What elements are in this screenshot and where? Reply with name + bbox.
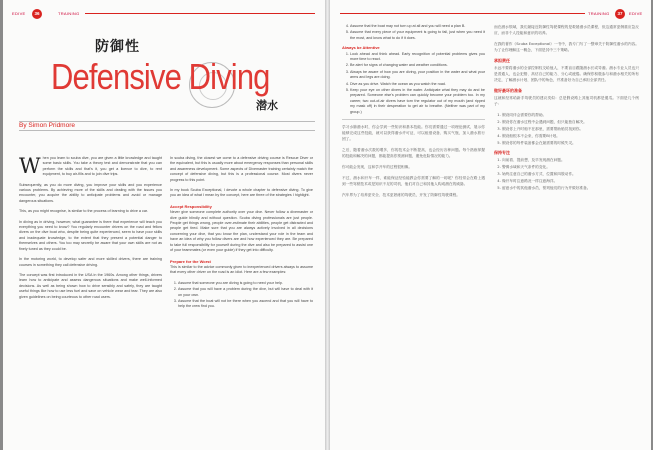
body-paragraph: The concept was first introduced in the USA in the 1960s. Among other things, drivers learn how to anticipate and assess dangerous situations and make well-informed decisions. As well as being shown how to drive sensibly and safely, they are taught useful things like how to use less fuel and save on vehicle wear and tear. They are also given guidelines on being courteous to other road users. xyxy=(19,272,162,299)
section-heading: 承担责任 xyxy=(494,58,510,63)
body-paragraph: Never give someone complete authority over your dive. Never follow a divemaster or dive guide blindly and without question. Scuba diving professionals are just people. People get things wrong, people over-estimate their abilities, people get distracted and people get tired. Make sure that you are always actively involved in all decisions concerning your dive, that you know the plan, understand your role in the team and have an idea of why you follow divers are and how experienced they are. Be prepared to take full responsibility for yourself during the dive and also be prepared to assist one of your teammates (or even your guide) if they get into difficulty. xyxy=(170,210,313,253)
article-title: Defensive Diving xyxy=(51,56,270,97)
list-item: 1. 假设同伴会需要你的帮助。 xyxy=(502,112,639,118)
left-column-1 xyxy=(19,156,162,305)
numbered-list xyxy=(342,52,485,115)
page-number: 37 xyxy=(615,9,625,19)
section-heading: Accept Responsibility xyxy=(170,203,212,209)
list-item: 3. Always be aware of how you are diving, your position in the water and what your arms and legs are doing. xyxy=(350,70,485,81)
header-rule xyxy=(340,13,585,14)
list-item: 2. Be alert for signs of changing water and weather conditions. xyxy=(350,63,485,68)
brand-label: EDIVE xyxy=(629,11,643,16)
right-column-2 xyxy=(494,24,639,195)
list-item: 3. 始终注意自己的潜水方式、位置和四肢动作。 xyxy=(502,171,639,177)
numbered-list xyxy=(342,24,485,41)
list-item: 5. Keep your eye on other divers in the water. Anticipate what they may do and be prepared. Someone else's problem can quickly become your problem too. In my career, two out-of-air divers have torn the regulator out of my mouth (and ripped my mask off) in their desperation to get air to breathe. (Neither was part of my group.) xyxy=(350,88,485,115)
right-column-1 xyxy=(342,24,485,203)
chinese-subtitle: 潜水 xyxy=(256,99,278,112)
chinese-text-block xyxy=(342,124,485,198)
list-item: 3. 假设你上升时船不在那里，需要帮助船员找到你。 xyxy=(502,126,639,132)
brand-label: EDIVE xyxy=(12,11,26,16)
list-item: 4. Dive as you drive. Watch the ocean as you watch the road. xyxy=(350,82,485,87)
list-item: 2. Assume that you will have a problem during the dive, but will have to deal with it on your own. xyxy=(178,287,313,298)
list-item: 2. 假设你在潜水过程中会遇到问题，但只能独自解决。 xyxy=(502,119,639,125)
body-paragraph: Subsequently, as you do more diving, you improve your skills and you experience various problems. By achieving more of the skills and dealing with the issues you encounter, you acquire the ability to anticipate problems and avoid or manage dangerous situations. xyxy=(19,182,162,203)
header-rule xyxy=(85,13,315,14)
drop-cap: W xyxy=(19,154,41,178)
list-item: 1. 向前看、提前想，及早发现潜在问题。 xyxy=(502,157,639,163)
body-paragraph: This, as you might recognise, is similar to the process of learning to drive a car. xyxy=(19,209,148,214)
list-item: 1. Look ahead and think ahead. Early recognition of potential problems gives you more time to react. xyxy=(350,52,485,63)
numbered-list xyxy=(494,112,639,146)
body-paragraph: In the motoring world, to develop safer and more skilled drivers, there are training courses in something they call defensive driving. xyxy=(19,257,162,267)
body-paragraph: 不过，潜水和开车一样，谁能保证经验能教会你需要了解的一切呢？你经常会在路上遇到一些驾驶技术或是知识不足的司机，他们对自己和其他人构成潜在的威胁。 xyxy=(342,176,485,187)
section-label: TRAINING xyxy=(588,11,610,16)
section-heading: Always be Attentive xyxy=(342,45,380,51)
body-paragraph: 你可能会发现，这和学开车的过程很相像。 xyxy=(342,165,413,170)
section-label: TRAINING xyxy=(58,11,80,16)
list-item: 2. 警惕水域和天气条件的变化。 xyxy=(502,164,639,170)
list-item: 5. 假设你的每件装备都会在最需要的时候失灵。 xyxy=(502,140,639,146)
body-paragraph: 这就和经常给新手驾驶员的建议类似：总是假设路上其他司机都是傻瓜。下面是几个例子： xyxy=(494,96,639,106)
body-paragraph: 汽车界为了培养更安全、技术更熟练的驾驶员，开发了防御性驾驶课程。 xyxy=(342,193,460,198)
body-paragraph: 而在潜水领域，我们最接近防御性驾驶课程的是救援潜水员课程，但这通常更侧重应急反应，而非个人技能和意识的培养。 xyxy=(494,25,639,35)
left-column-2 xyxy=(170,156,313,314)
list-item: 4. 假设船根本不会来，你需要B计划。 xyxy=(502,133,639,139)
section-heading: 保持专注 xyxy=(494,150,510,155)
byline: By Simon Pridmore xyxy=(19,122,75,129)
list-item: 1. Assume that someone you are diving is going to need your help. xyxy=(178,281,313,286)
body-paragraph: In scuba diving, the closest we come to a defensive driving course is Rescue Diver or the equivalent, but this is usually more about emergency responses than personal skills and awareness development. Some aspects of Divemaster training certainly match the concept of defensive diving, but this is a professional course. Most divers never progress to this point. xyxy=(170,156,313,182)
body-paragraph: 永远不要将潜水的全部控制权交给他人，不要盲目跟随潜水长或导潜。潜水专业人员也只是普通人，也会犯错、高估自己的能力、分心或疲倦。确保你积极参与和潜水相关的所有决定，了解潜水计划、团队中的角色，并准备好为自己承担全部责任。 xyxy=(494,66,639,82)
numbered-list xyxy=(494,157,639,191)
list-item: 4. Assume that the boat may not turn up at all and you will need a plan B. xyxy=(350,24,485,29)
intro-paragraph: When you learn to scuba dive, you are given a little knowledge and taught some basic skills. You take a theory test and demonstrate that you can perform the skills and that's it, you get a licence to dive, to rent equipment, to buy air-fills and to join dive trips. xyxy=(19,154,162,178)
body-paragraph: In diving as in driving, however, what guarantee is there that experience will teach you everything you need to know? You regularly encounter drivers on the road and fellow divers on the dive boat who, despite being quite experienced, seem to have poor skills and inadequate knowledge, to the extent that they present a potential danger to themselves and others. You too may secretly be aware that your own skills are not as finely tuned as they could be. xyxy=(19,219,162,251)
chinese-title: 防御性 xyxy=(95,39,140,55)
list-item: 5. 留意水中的其他潜水员，预判他们的行为并做好准备。 xyxy=(502,185,639,191)
left-page xyxy=(3,0,325,450)
list-item: 4. 像开车时注意路况一样注意海洋。 xyxy=(502,178,639,184)
body-paragraph: This is similar to the advice commonly given to inexperienced drivers always to assume that every other driver on the road is an idiot. Here are a few examples: xyxy=(170,264,313,275)
right-page xyxy=(330,0,651,450)
section-heading: 做好最坏的准备 xyxy=(494,88,522,93)
list-item: 3. Assume that the boat will not be there when you ascend and that you will have to help the crew find you. xyxy=(178,299,313,310)
page-number: 36 xyxy=(32,9,42,19)
body-paragraph: 在我的著作《Scuba Exceptional》一书中，我专门写了一整章关于防御性潜水的内容。为了让你理解这一概念，下面是其中三个策略。 xyxy=(494,42,639,52)
divider xyxy=(342,119,485,120)
body-paragraph: In my book Scuba Exceptional, I devote a whole chapter to defensive diving. To give you an idea of what I mean by the concept, here are three of the strategies I highlight. xyxy=(170,188,313,198)
body-paragraph: 学习水肺潜水时，你会学到一些知识和基本技能。你们需要通过一项理论测试，展示你能够完成这些技能，就可以获得潜水许可证，可以租借设备、购买气瓶，加入潜水旅行团了。 xyxy=(342,125,485,142)
numbered-list xyxy=(170,281,313,310)
section-heading: Prepare for the Worst xyxy=(170,258,211,264)
list-item: 5. Assume that every piece of your equipment is going to fail, just when you need it the most, and know what to do if it does. xyxy=(350,30,485,41)
body-paragraph: 之后，随着潜水次数的增多，你的技术会不断提高，也会经历各种问题。每个熟练掌握的技能和解决的问题，都能提高你预测问题，避免危险情况的能力。 xyxy=(342,148,485,159)
